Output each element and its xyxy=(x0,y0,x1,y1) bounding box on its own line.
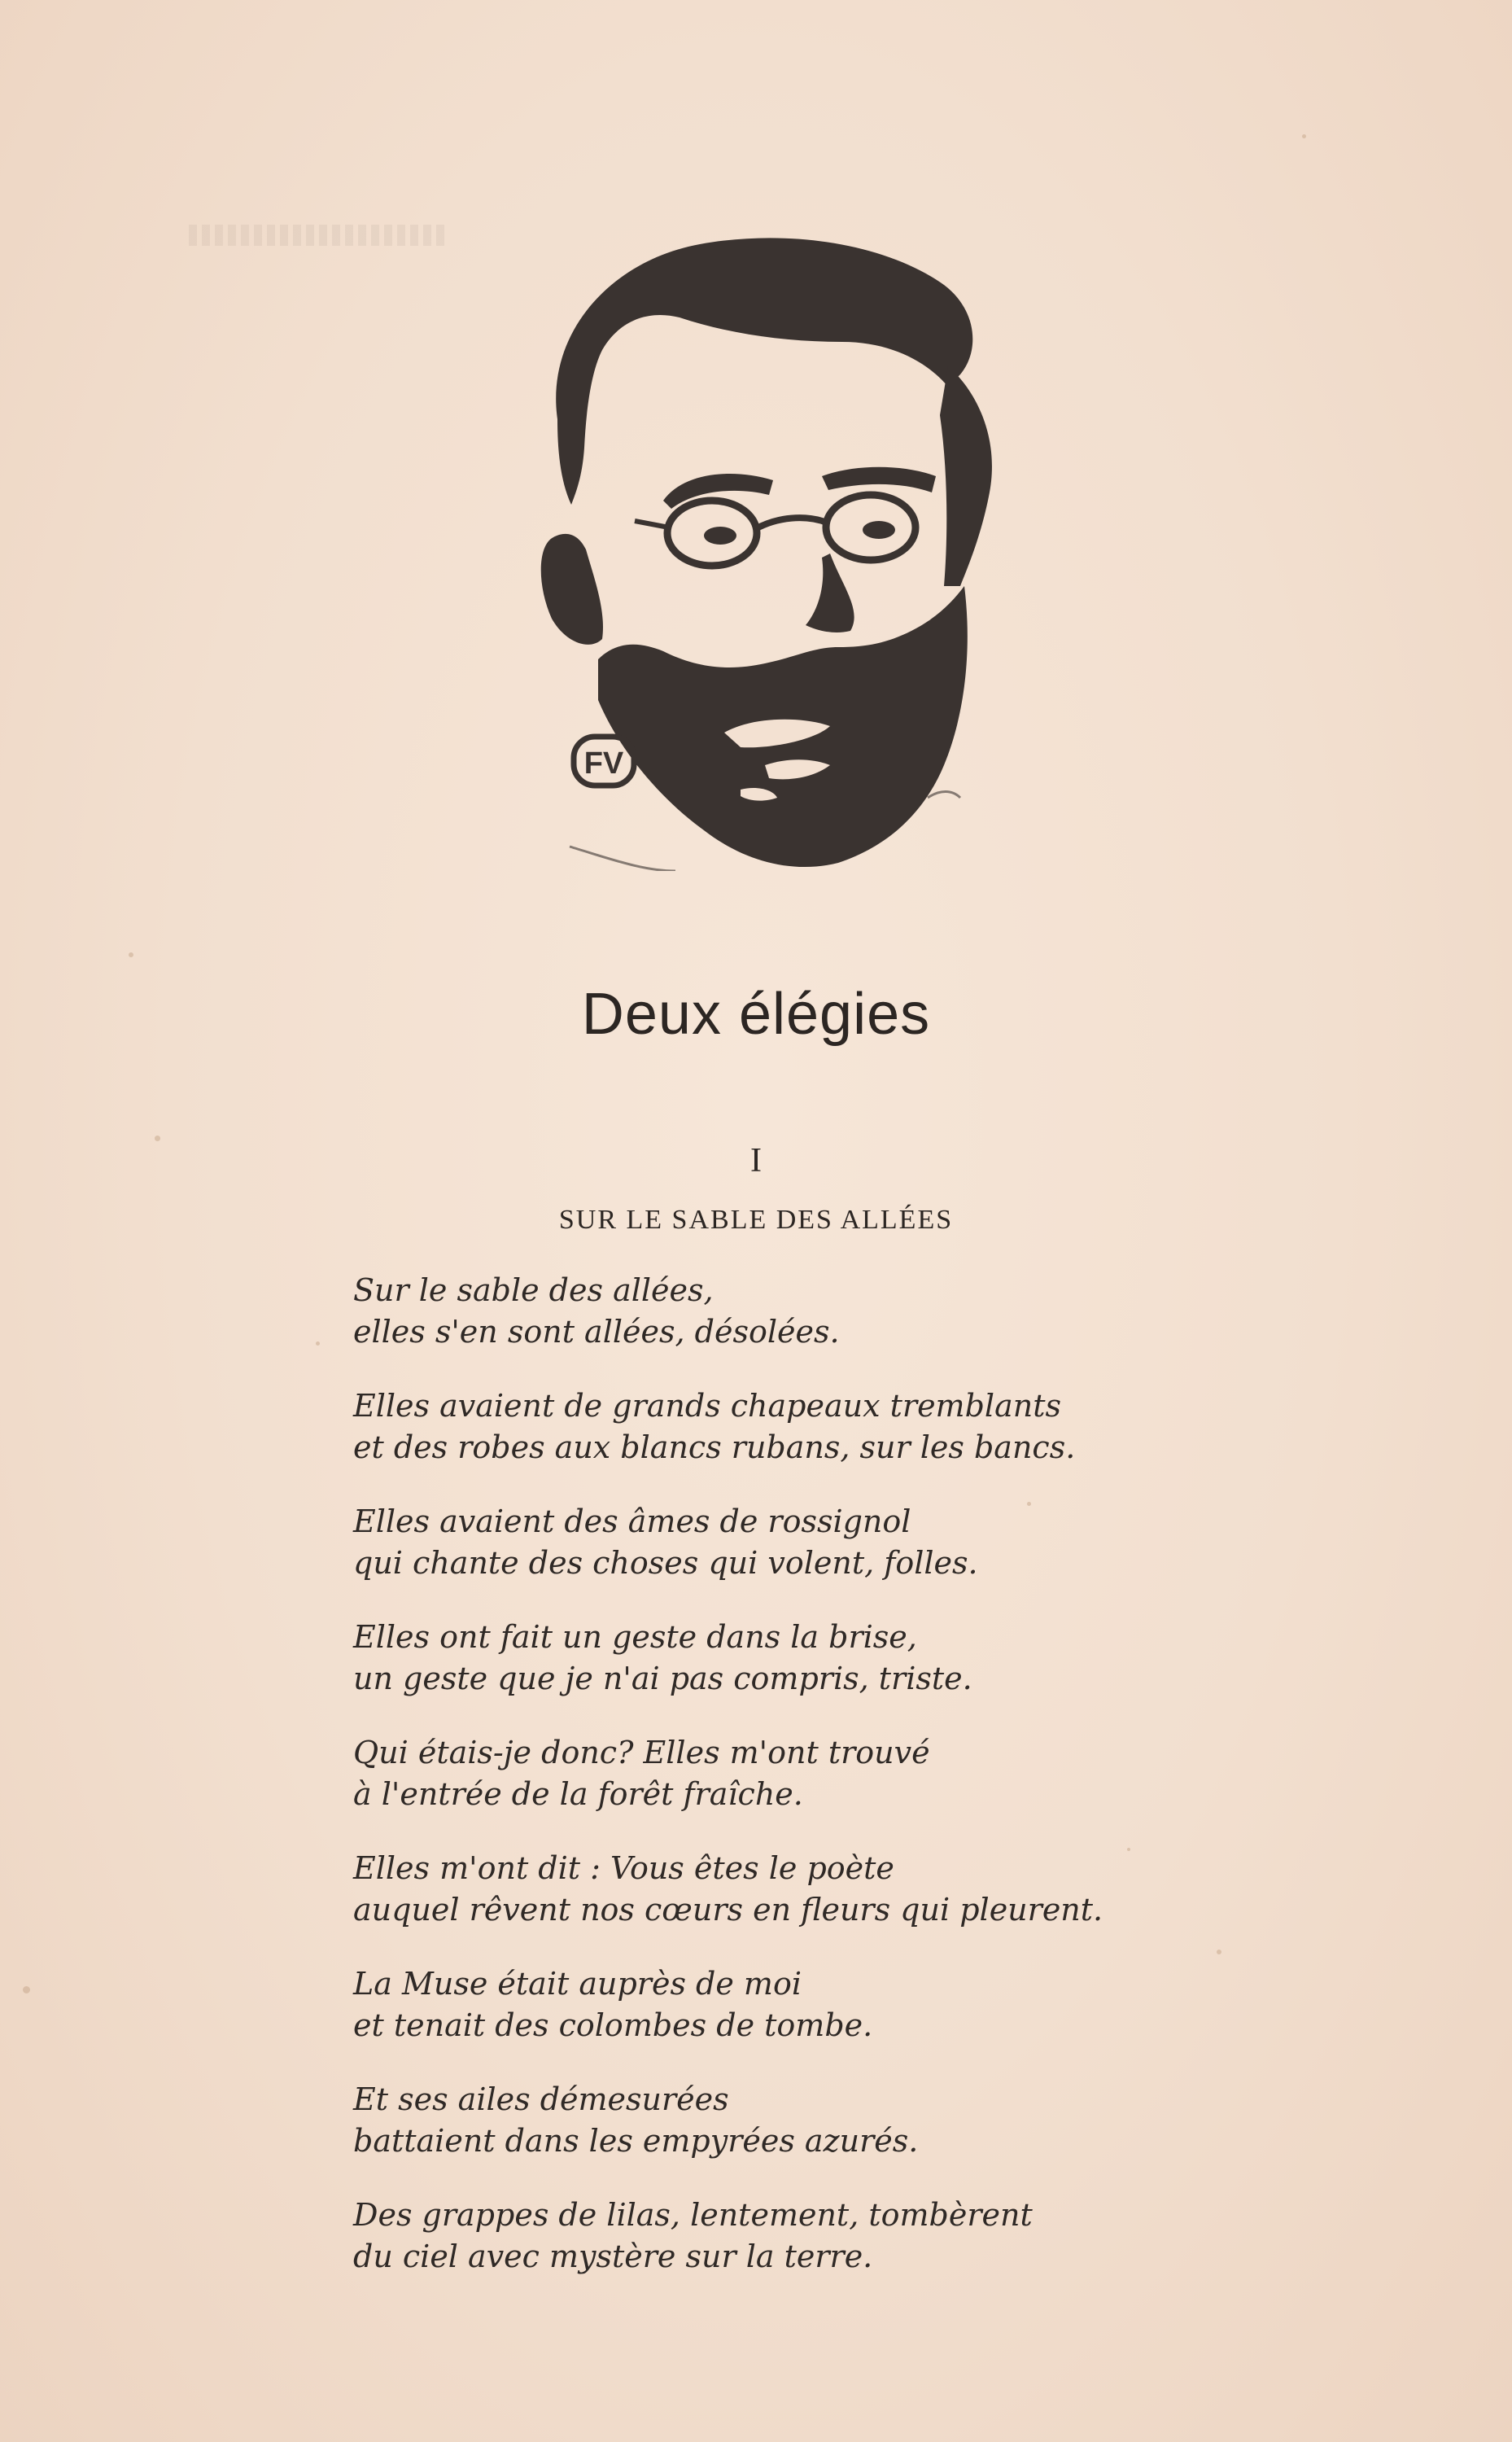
stanza xyxy=(353,1963,1232,2046)
paper-speck xyxy=(155,1136,160,1141)
stanza xyxy=(353,1270,1232,1353)
verse-line: auquel rêvent nos cœurs en fleurs qui pleurent. xyxy=(353,1892,1103,1928)
paper-speck xyxy=(129,952,133,957)
verse-line: La Muse était auprès de moi xyxy=(353,1966,802,2002)
verse-line: Elles m'ont dit : Vous êtes le poète xyxy=(353,1850,894,1886)
verse-line: Elles ont fait un geste dans la brise, xyxy=(353,1619,917,1655)
stanza xyxy=(353,2195,1232,2278)
verse-line: Et ses ailes démesurées xyxy=(353,2081,729,2117)
verse-line: Elles avaient de grands chapeaux tremblants xyxy=(353,1388,1061,1424)
verse-line: du ciel avec mystère sur la terre. xyxy=(353,2238,873,2274)
stanza xyxy=(353,1732,1232,1815)
verse-line: et des robes aux blancs rubans, sur les bancs. xyxy=(353,1429,1076,1465)
verse-line: Sur le sable des allées, xyxy=(353,1272,714,1308)
verse-line: qui chante des choses qui volent, folles. xyxy=(353,1545,978,1581)
portrait-woodcut-icon xyxy=(521,228,1001,871)
paper-speck xyxy=(1302,134,1306,138)
verse-line: elles s'en sont allées, désolées. xyxy=(353,1314,840,1350)
stanza xyxy=(353,1501,1232,1584)
page-title: Deux élégies xyxy=(581,982,931,1047)
verse-line: un geste que je n'ai pas compris, triste. xyxy=(353,1661,972,1696)
stanza xyxy=(353,1385,1232,1468)
verse-line: battaient dans les empyrées azurés. xyxy=(353,2123,919,2159)
paper-speck xyxy=(23,1986,30,1993)
verse-line: et tenait des colombes de tombe. xyxy=(353,2007,873,2043)
show-through-text xyxy=(189,225,449,246)
stanza xyxy=(353,1848,1232,1931)
paper-speck xyxy=(316,1341,320,1346)
stanza xyxy=(353,2079,1232,2162)
monogram-fv xyxy=(574,737,634,786)
svg-text:FV: FV xyxy=(583,746,624,781)
poem xyxy=(353,1270,1232,2310)
verse-line: Des grappes de lilas, lentement, tombèrent xyxy=(353,2197,1033,2233)
portrait-woodcut xyxy=(521,228,1001,871)
section-title: SUR LE SABLE DES ALLÉES xyxy=(558,1205,954,1235)
verse-line: Qui étais-je donc? Elles m'ont trouvé xyxy=(353,1735,930,1770)
section-number: I xyxy=(750,1142,762,1179)
verse-line: à l'entrée de la forêt fraîche. xyxy=(353,1776,803,1812)
verse-line: Elles avaient des âmes de rossignol xyxy=(353,1503,911,1539)
stanza xyxy=(353,1617,1232,1700)
